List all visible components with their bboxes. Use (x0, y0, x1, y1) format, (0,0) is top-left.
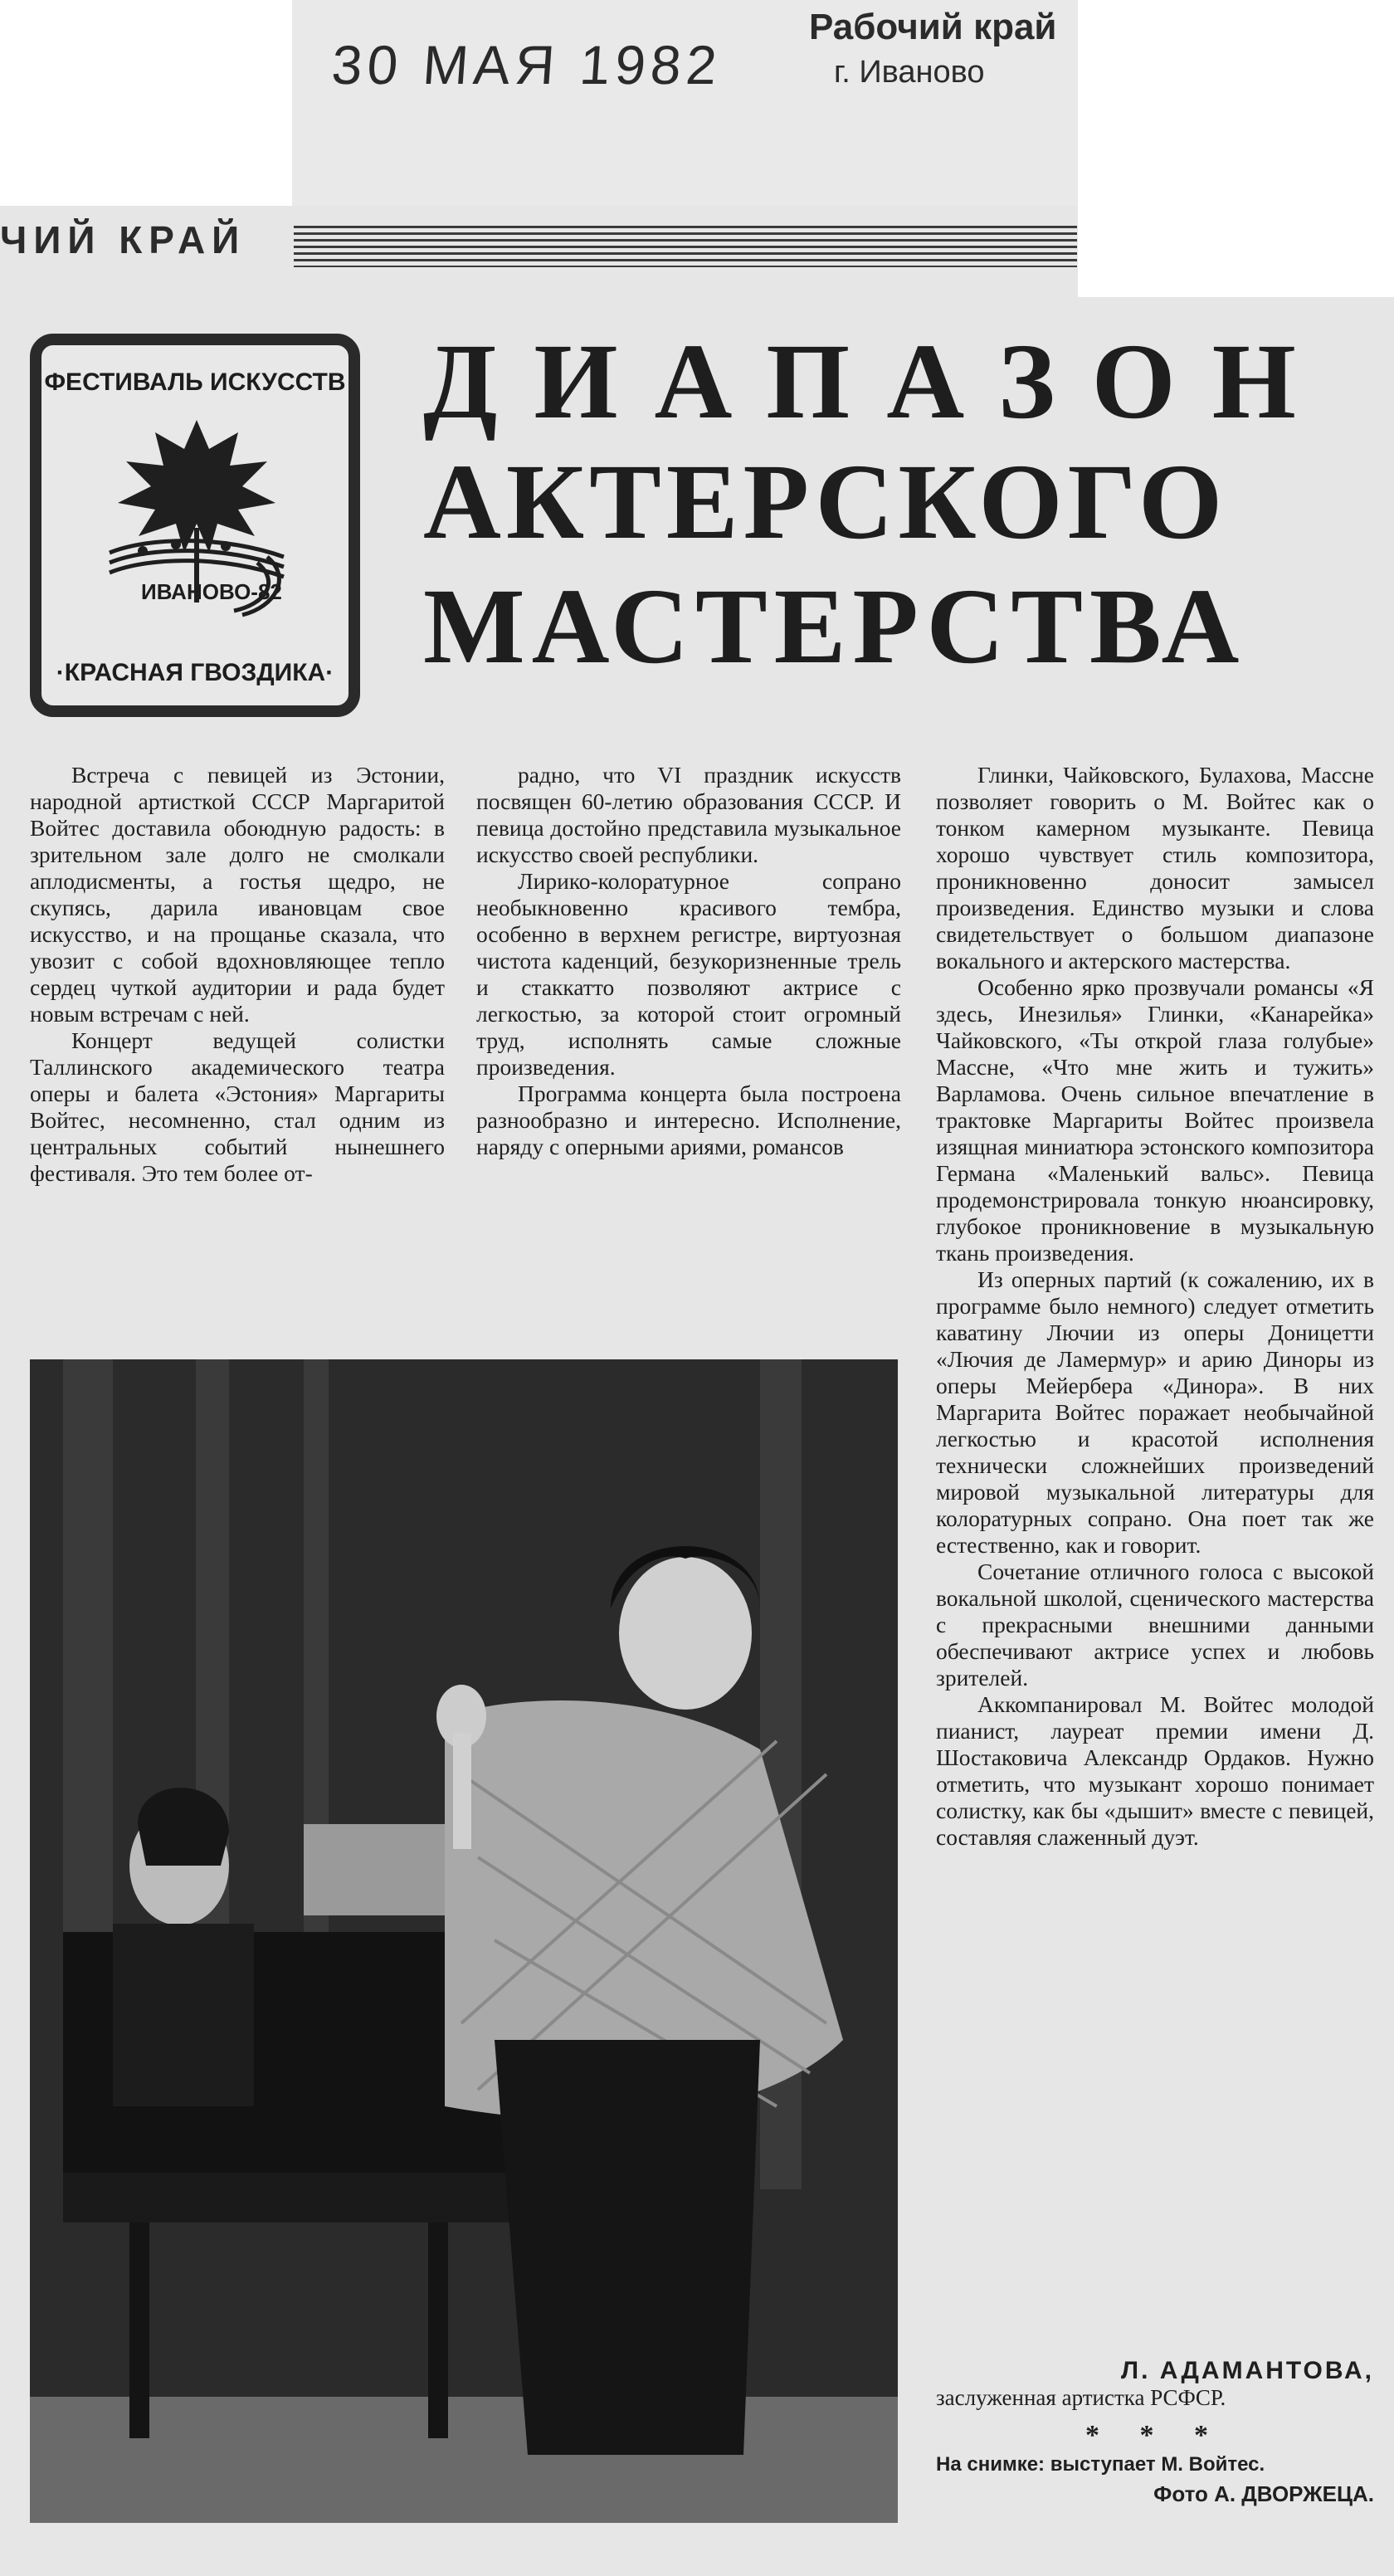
paragraph: радно, что VI праздник искусств посвящен 60-летию образования СССР. И певица достойно представила музыкальное искусство своей республики. (476, 762, 901, 867)
article-column-1 (30, 762, 445, 1187)
concert-photo (30, 1359, 898, 2523)
headline-line-1: ДИАПАЗОН (423, 322, 1333, 442)
paragraph: Программа концерта была построена разнообразно и интересно. Исполнение, наряду с оперными ариями, романсов (476, 1081, 901, 1159)
photo-credit: Фото А. ДВОРЖЕЦА. (1153, 2481, 1374, 2506)
author-name: Л. АДАМАНТОВА, (1121, 2357, 1374, 2384)
paragraph: Встреча с певицей из Эстонии, народной артисткой СССР Маргаритой Войтес доставила обоюдную радость: в зрительном зале долго не смолкали аплодисменты, а гостья щедро, не скупясь, дарила ивановцам свое искусство, и на прощанье сказала, что увозит с собой вдохновляющее тепло сердец чуткой аудитории и рада будет новым встречам с ней. (30, 762, 445, 1027)
headline-line-2: АКТЕРСКОГО (423, 442, 1228, 562)
logo-bottom-text: ·КРАСНАЯ ГВОЗДИКА· (56, 659, 334, 686)
separator: * * * (1085, 2420, 1225, 2451)
paragraph: Концерт ведущей солистки Таллинского академического театра оперы и балета «Эстония» Маргариты Войтес, несомненно, стал одним из центральных событий нынешнего фестиваля. Это тем более от- (30, 1027, 445, 1186)
paragraph: Особенно ярко прозвучали романсы «Я здесь, Инезилья» Глинки, «Канарейка» Чайковского, «Ты открой глаза голубые» Массне, «Что мне жить и тужить» Варламова. Очень сильное впечатление в трактовке Маргариты Войтес произвела изящная миниатюра эстонского композитора Германа «Маленький вальс». Певица продемонстрировала тонкую нюансировку, глубокое проникновение в музыкальную ткань произведения. (936, 974, 1374, 1266)
paragraph: Сочетание отличного голоса с высокой вокальной школой, сценического мастерства с прекрасными внешними данными обеспечивают актрисе успех и любовь зрителей. (936, 1559, 1374, 1690)
newspaper-name: Рабочий край (809, 7, 1057, 47)
logo-top-text: ФЕСТИВАЛЬ ИСКУССТВ (44, 368, 346, 396)
logo-city-year: ИВАНОВО-82 (141, 579, 282, 604)
running-head: ЧИЙ КРАЙ (0, 218, 246, 261)
date-stamp: 30 МАЯ 1982 (329, 34, 724, 95)
festival-logo (30, 334, 360, 717)
article-column-2 (476, 762, 901, 1160)
author-title: заслуженная артистка РСФСР. (936, 2385, 1226, 2410)
photo-caption: На снимке: выступает М. Войтес. (936, 2453, 1265, 2476)
paragraph: Аккомпанировал М. Войтес молодой пианист, лауреат премии имени Д. Шостаковича Александр Ордаков. Нужно отметить, что музыкант хорошо понимает солистку, как бы «дышит» вместе с певицей, составляя слаженный дуэт. (936, 1691, 1374, 1850)
newspaper-city: г. Иваново (834, 55, 985, 90)
article-signature (936, 2357, 1374, 2507)
article-headline (423, 324, 1377, 689)
headline-line-3: МАСТЕРСТВА (423, 567, 1246, 686)
paragraph: Лирико-колоратурное сопрано необыкновенно красивого тембра, особенно в верхнем регистре, виртуозная чистота каденций, безукоризненные трель и стаккатто позволяют актрисе с легкостью, за которой стоит огромный труд, исполнять самые сложные произведения. (476, 868, 901, 1080)
paragraph: Глинки, Чайковского, Булахова, Массне позволяет говорить о М. Войтес как о тонком камерном музыканте. Певица хорошо чувствует стиль композитора, проникновенно доносит замысел произведения. Единство музыки и слова свидетельствует о большом диапазоне вокального и актерского мастерства. (936, 762, 1374, 973)
paragraph: Из оперных партий (к сожалению, их в программе было немного) следует отметить каватину Лючии из оперы Доницетти «Лючия де Ламермур» и арию Диноры из оперы Мейербера «Динора». В них Маргарита Войтес поражает необычайной легкостью и красотой исполнения технически сложнейших произведений мировой музыкальной литературы для колоратурных сопрано. Она поет так же естественно, как и говорит. (936, 1266, 1374, 1558)
concert-photo-image (30, 1359, 898, 2523)
header-rule-lines (294, 226, 1077, 267)
article-column-3 (936, 762, 1374, 1851)
background-gap (1078, 206, 1394, 297)
